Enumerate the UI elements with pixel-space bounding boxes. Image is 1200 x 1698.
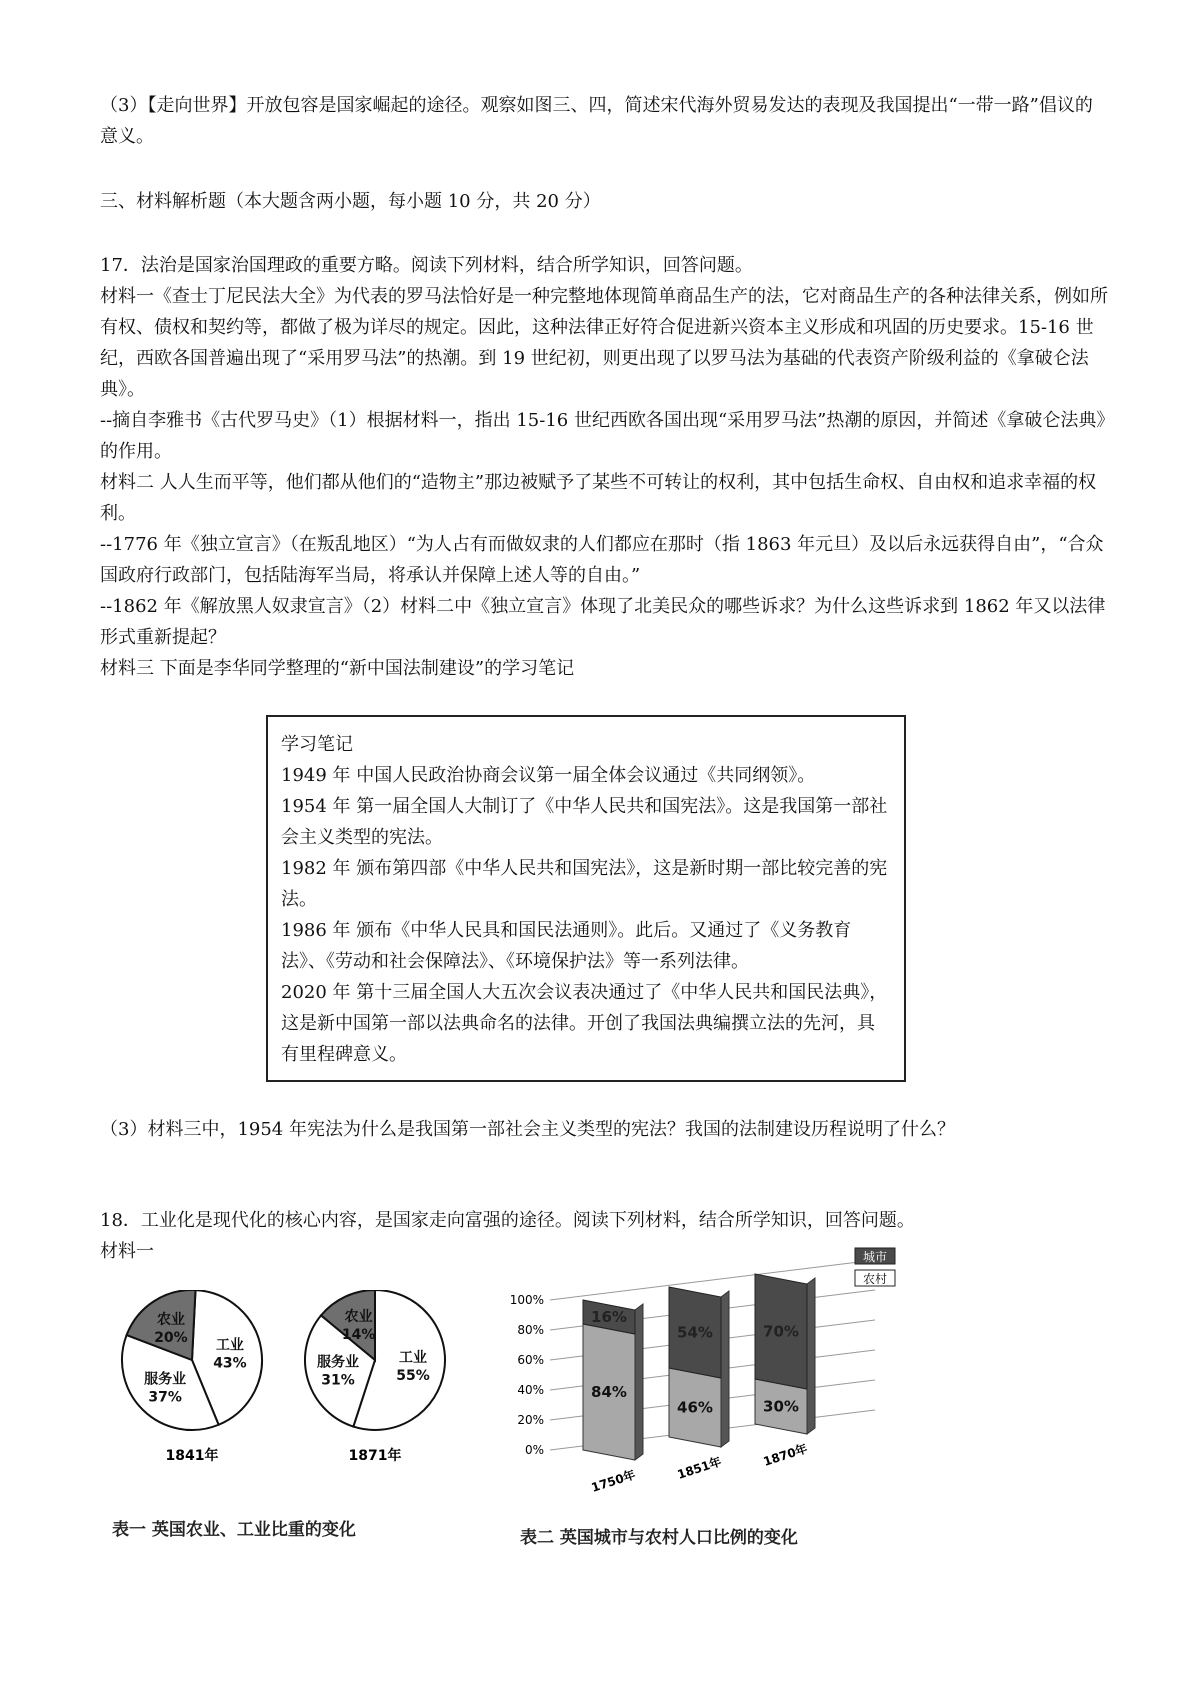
pie-charts-figure: [110, 1290, 510, 1560]
rural-value-label: 30%: [763, 1397, 799, 1416]
rural-value-label: 46%: [677, 1398, 713, 1417]
legend: [855, 1248, 895, 1286]
question-text: （3）材料三中，1954 年宪法为什么是我国第一部社会主义类型的宪法？我国的法制建设历程说明了什么？: [100, 1119, 955, 1140]
material-3-intro: 材料三 下面是李华同学整理的“新中国法制建设”的学习笔记: [100, 658, 575, 679]
question-16-part-3: [100, 90, 1110, 152]
slice-name-label: 服务业: [144, 1371, 187, 1388]
material-1-text: 材料一《查士丁尼民法大全》为代表的罗马法恰好是一种完整地体现简单商品生产的法，它对商品生产的各种法律关系，例如所有权、债权和契约等，都做了极为详尽的规定。因此，这种法律正好符合促进新兴资本主义形成和巩固的历史要求。15-16 世纪，西欧各国普遍出现了“采用罗马法”的热潮。到 19 世纪初，则更出现了以罗马法为基础的代表资产阶级利益的《拿破仑法典》。: [100, 286, 1108, 400]
y-tick-label: 80%: [517, 1323, 544, 1337]
bar-chart-caption: 表二 英国城市与农村人口比例的变化: [520, 1528, 798, 1548]
city-value-label: 70%: [763, 1322, 799, 1341]
legend-label: 农村: [862, 1272, 888, 1286]
question-17-intro: 17．法治是国家治国理政的重要方略。阅读下列材料，结合所学知识，回答问题。: [100, 255, 753, 276]
pie-charts-svg: [110, 1290, 510, 1560]
city-value-label: 16%: [591, 1308, 627, 1326]
x-category-label: 1851年: [675, 1454, 724, 1482]
city-value-label: 54%: [677, 1323, 713, 1342]
bar-group-1870年: [755, 1274, 815, 1469]
notes-line: 1949 年 中国人民政治协商会议第一届全体会议通过《共同纲领》。: [281, 765, 816, 786]
bar-side: [721, 1291, 729, 1447]
bar-side: [807, 1278, 815, 1434]
material-2-text: 材料二 人人生而平等，他们都从他们的“造物主”那边被赋予了某些不可转让的权利，其中包括生命权、自由权和追求幸福的权利。: [100, 472, 1097, 524]
slice-value-label: 31%: [321, 1372, 355, 1389]
slice-name-label: 农业: [156, 1311, 185, 1328]
slice-value-label: 20%: [154, 1329, 188, 1346]
slice-name-label: 工业: [215, 1337, 244, 1354]
question-17: [100, 250, 1110, 684]
slice-value-label: 14%: [341, 1327, 376, 1344]
bar-group-1851年: [669, 1287, 729, 1482]
section-title: 三、材料解析题（本大题含两小题，每小题 10 分，共 20 分）: [100, 191, 601, 212]
notes-line: 1982 年 颁布第四部《中华人民共和国宪法》，这是新时期一部比较完善的宪法。: [281, 858, 888, 910]
bar-side: [635, 1304, 643, 1460]
material-1-label: 材料一: [100, 1241, 154, 1262]
slice-name-label: 服务业: [317, 1354, 360, 1371]
population-bar-chart-figure: [505, 1240, 925, 1560]
slice-name-label: 工业: [399, 1350, 428, 1367]
pie-chart-caption: 表一 英国农业、工业比重的变化: [112, 1520, 356, 1540]
material-1-source-question: --摘自李雅书《古代罗马史》（1）根据材料一，指出 15-16 世纪西欧各国出现“采用罗马法”热潮的原因，并简述《拿破仑法典》的作用。: [100, 410, 1106, 462]
pie-1871年: [305, 1290, 445, 1464]
grid-line: [550, 1260, 875, 1300]
x-category-label: 1750年: [589, 1467, 638, 1495]
notes-line: 2020 年 第十三届全国人大五次会议表决通过了《中华人民共和国民法典》，这是新中国第一部以法典命名的法律。开创了我国法典编撰立法的先河，具有里程碑意义。: [281, 982, 888, 1065]
material-2-source-question: --1862 年《解放黑人奴隶宣言》（2）材料二中《独立宣言》体现了北美民众的哪些诉求？为什么这些诉求到 1862 年又以法律形式重新提起？: [100, 596, 1106, 648]
population-bar-chart-svg: [505, 1240, 925, 1560]
section-3-heading: [100, 186, 1110, 217]
notes-line: 1986 年 颁布《中华人民具和国民法通则》。此后。又通过了《义务教育法》、《劳动和社会保障法》、《环境保护法》等一系列法律。: [281, 920, 852, 972]
y-tick-label: 60%: [517, 1353, 544, 1367]
slice-value-label: 43%: [213, 1355, 247, 1372]
y-tick-label: 40%: [517, 1383, 544, 1397]
bar-group-1750年: [583, 1300, 643, 1495]
study-notes-box: [266, 715, 906, 1082]
notes-line: 1954 年 第一届全国人大制订了《中华人民共和国宪法》。这是我国第一部社会主义类型的宪法。: [281, 796, 888, 848]
notes-title: 学习笔记: [281, 734, 353, 755]
question-18-intro: 18．工业化是现代化的核心内容，是国家走向富强的途径。阅读下列材料，结合所学知识，回答问题。: [100, 1210, 915, 1231]
legend-label: 城市: [862, 1250, 888, 1264]
y-tick-label: 20%: [517, 1413, 544, 1427]
question-17-part-3: [100, 1114, 1110, 1145]
rural-value-label: 84%: [591, 1383, 627, 1401]
pie-year-label: 1871年: [348, 1448, 402, 1464]
x-category-label: 1870年: [761, 1441, 810, 1469]
y-tick-label: 0%: [524, 1443, 544, 1457]
slice-value-label: 37%: [148, 1389, 182, 1406]
material-2-quote: --1776 年《独立宣言》（在叛乱地区）“为人占有而做奴隶的人们都应在那时（指 1863 年元旦）及以后永远获得自由”，“合众国政府行政部门，包括陆海军当局，将承认并保障上述人等的自由。”: [100, 534, 1104, 586]
y-tick-label: 100%: [509, 1293, 544, 1307]
pie-1841年: [122, 1290, 262, 1464]
slice-value-label: 55%: [396, 1368, 430, 1385]
question-text: （3）【走向世界】开放包容是国家崛起的途径。观察如图三、四，简述宋代海外贸易发达的表现及我国提出“一带一路”倡议的意义。: [100, 95, 1093, 147]
slice-name-label: 农业: [344, 1309, 373, 1326]
pie-year-label: 1841年: [165, 1448, 219, 1464]
